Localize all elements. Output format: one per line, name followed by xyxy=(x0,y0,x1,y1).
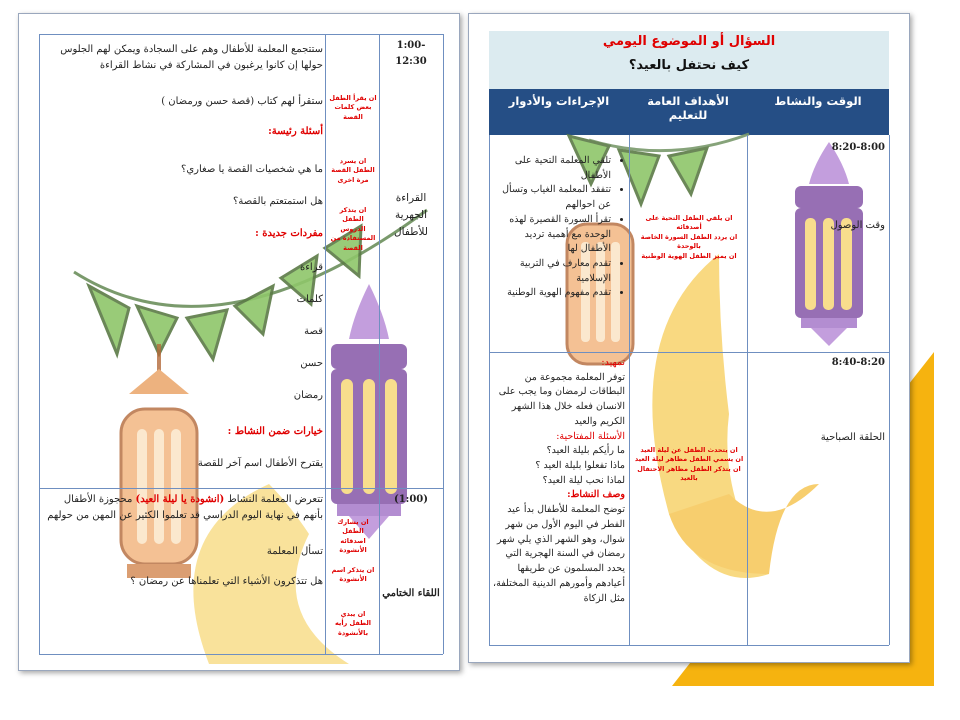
left-page xyxy=(18,13,460,671)
moon-shape xyxy=(652,254,819,578)
open-question: لماذا نحب ليلة العيد؟ xyxy=(542,474,625,486)
procedure-item: • تقدم مفهوم الهوية الوطنية xyxy=(493,286,611,301)
arrival-goals: ان يلقي الطفل التحية على أصدقائه ان يردد الطفل السورة الخاصة بالوحدة ان يميز الطفل الهوية الوطنية xyxy=(640,214,738,260)
header-label: السؤال أو الموضوع اليومي xyxy=(602,34,776,49)
column-header-goals: الأهداف العامة للتعليم xyxy=(629,89,747,135)
procedure-item: • تقدم معارف في التربية الإسلامية xyxy=(493,257,611,286)
circle-procedures xyxy=(493,356,625,606)
song-title: (انشودة يا ليلة العيد) xyxy=(135,494,225,505)
choice-1: يقترح الأطفال اسم آخر للقصة xyxy=(197,458,323,469)
vocab-item: قراءة xyxy=(299,262,323,273)
description-text: توضح المعلمة للأطفال بدأ عيد الفطر في اليوم الأول من شهر شوال، وهو الشهر الذي يلي شهر رمضان في السنة الهجرية التي يحدد المسلمون عن طريقها أعيادهم وأمورهم الدينية المختلفة، مثل الزكاة xyxy=(493,504,625,604)
goal-closing: ان يبدي الطفل رأيه بالأنشودة xyxy=(334,610,372,637)
circle-time: 8:40-8:20 xyxy=(831,357,885,368)
question-2: هل استمتعتم بالقصة؟ xyxy=(233,196,323,207)
circle-activity: الحلقة الصباحية xyxy=(820,432,885,443)
open-question: ماذا تفعلوا بليلة العيد ؟ xyxy=(535,460,625,472)
header-question: كيف نحتفل بالعيد؟ xyxy=(628,58,750,73)
main-questions-title: أسئلة رئيسة: xyxy=(268,126,323,137)
new-vocab-title: مفردات جديدة : xyxy=(255,228,323,239)
vocab-item: رمضان xyxy=(293,390,323,401)
description-title: وصف النشاط: xyxy=(567,489,625,501)
question-1: ما هي شخصيات القصة يا صغاري؟ xyxy=(181,164,323,175)
vocab-item: كلمات xyxy=(296,294,323,305)
closing-text-1: تتعرض المعلمة النشاط (انشودة يا ليلة العيد) محجوزة الأطفال بأنهم في نهاية اليوم الدراسي قد تعلموا الكثير عن المهن من حولهم xyxy=(47,494,323,521)
closing-text-2: تسأل المعلمة xyxy=(266,546,323,557)
procedure-item: • تلقي المعلمة التحية على الأطفال xyxy=(493,154,611,183)
intro-title: تمهيد: xyxy=(601,357,625,368)
ramadan-decoration xyxy=(19,14,459,670)
column-header-time: الوقت والنشاط xyxy=(747,89,889,135)
open-questions-title: الأسئلة المفتاحية: xyxy=(556,430,625,442)
column-header-procedures: الإجراءات والأدوار xyxy=(489,89,629,135)
reading-book: ستقرأ لهم كتاب (قصة حسن ورمضان ) xyxy=(161,96,323,107)
right-page xyxy=(468,13,910,663)
morning-activity: القراءة الجهرية للأطفال xyxy=(394,192,428,238)
intro-text: توفر المعلمة مجموعة من البطاقات لرمضان وما يجب على الانسان فعله خلال هذا الشهر الكريم والعيد xyxy=(498,371,625,427)
circle-goals: ان يتحدث الطفل عن ليلة العيد ان يسمي الطفل مظاهر ليلة العيد ان يتذكر الطفل مظاهر الاحتفال بالعيد xyxy=(634,446,744,483)
vocab-item: حسن xyxy=(300,358,323,369)
arrival-activity: وقت الوصول xyxy=(830,220,885,231)
goal-morning: ان يسرد الطفل القصة مرة اخرى xyxy=(331,157,375,184)
morning-time: 1:00-12:30 xyxy=(395,40,427,67)
purple-lantern xyxy=(795,142,863,346)
goal-closing: ان يتذكر اسم الأنشودة xyxy=(331,566,375,584)
procedure-item: • تقرأ السورة القصيرة لهذه الوحدة مع أهمية ترديد الأطفال لها xyxy=(493,213,611,257)
choices-title: خيارات ضمن النشاط : xyxy=(227,426,323,437)
arrival-procedures xyxy=(493,154,625,301)
procedure-item: • تتفقد المعلمة الغياب وتسأل عن احوالهم xyxy=(493,183,611,212)
goal-morning: ان يقرأ الطفل بعض كلمات القصة xyxy=(329,94,377,121)
goal-morning: ان يتذكر الطفل الدروس المستفادة من القصة xyxy=(330,206,376,252)
reading-intro: ستتجمع المعلمة للأطفال وهم على السجادة ويمكن لهم الجلوس حولها إن كانوا يرغبون في المشاركة في نشاط القراءة xyxy=(60,44,323,71)
closing-time: (1:00) xyxy=(393,494,429,505)
arrival-time: 8:20-8:00 xyxy=(831,142,885,153)
goal-closing: ان يشارك الطفل اصدقائه الأنشودة xyxy=(337,518,369,555)
closing-activity: اللقاء الختامي xyxy=(382,588,440,599)
closing-text-3: هل تتذكرون الأشياء التي تعلمناها عن رمضان ؟ xyxy=(130,576,323,587)
vocab-item: قصة xyxy=(304,326,323,337)
open-question: ما رأيكم بليلة العيد؟ xyxy=(546,445,625,457)
